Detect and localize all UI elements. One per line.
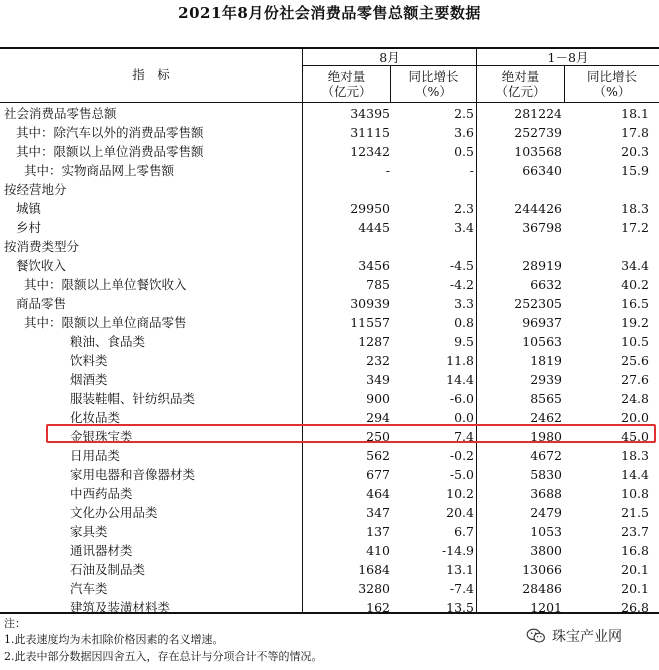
table-row xyxy=(0,332,659,351)
row-label: 文化办公用品类 xyxy=(70,505,158,520)
row-label: 社会消费品零售总额 xyxy=(4,106,117,121)
cell-aug-yoy: 13.1 xyxy=(446,562,474,577)
cell-aug-yoy: 11.8 xyxy=(446,353,474,368)
table-row xyxy=(0,484,659,503)
cell-ytd-abs: 66340 xyxy=(522,163,562,178)
cell-ytd-abs: 2462 xyxy=(530,410,562,425)
cell-aug-abs: 4445 xyxy=(358,220,390,235)
cell-ytd-abs: 4672 xyxy=(530,448,562,463)
cell-aug-abs: 1287 xyxy=(358,334,390,349)
cell-aug-abs: 30939 xyxy=(350,296,390,311)
cell-ytd-abs: 28486 xyxy=(522,581,562,596)
cell-aug-abs: 12342 xyxy=(350,144,390,159)
cell-ytd-yoy: 40.2 xyxy=(621,277,649,292)
header-aug-yoy-label: 同比增长 xyxy=(408,69,459,84)
cell-ytd-yoy: 15.9 xyxy=(621,163,649,178)
cell-aug-abs: 1684 xyxy=(358,562,390,577)
cell-ytd-yoy: 21.5 xyxy=(621,505,649,520)
cell-aug-yoy: -4.5 xyxy=(449,258,474,273)
row-label: 汽车类 xyxy=(70,581,108,596)
cell-ytd-abs: 6632 xyxy=(530,277,562,292)
header-ytd-yoy xyxy=(565,69,659,99)
cell-aug-yoy: 7.4 xyxy=(454,429,474,444)
group-divider xyxy=(303,65,659,66)
header-aug-yoy-unit: （%） xyxy=(415,84,452,99)
table-row xyxy=(0,560,659,579)
cell-ytd-yoy: 18.3 xyxy=(621,201,649,216)
cell-aug-abs: 562 xyxy=(366,448,390,463)
cell-ytd-yoy: 20.1 xyxy=(621,562,649,577)
highlight-box xyxy=(46,424,656,443)
cell-ytd-abs: 281224 xyxy=(514,106,562,121)
row-label: 其中：限额以上单位餐饮收入 xyxy=(24,277,187,292)
cell-aug-yoy: 0.5 xyxy=(454,144,474,159)
cell-aug-yoy: -7.4 xyxy=(449,581,474,596)
row-label: 中西药品类 xyxy=(70,486,133,501)
cell-aug-abs: 29950 xyxy=(350,201,390,216)
cell-ytd-abs: 2939 xyxy=(530,372,562,387)
table-row xyxy=(0,237,659,256)
cell-ytd-abs: 1819 xyxy=(530,353,562,368)
cell-aug-yoy: -5.0 xyxy=(449,467,474,482)
row-label: 商品零售 xyxy=(16,296,67,311)
table-row xyxy=(0,218,659,237)
cell-ytd-abs: 3800 xyxy=(530,543,562,558)
cell-ytd-yoy: 19.2 xyxy=(621,315,649,330)
note-1: 1.此表速度均为未扣除价格因素的名义增速。 xyxy=(4,633,224,646)
table-row xyxy=(0,313,659,332)
cell-aug-yoy: - xyxy=(469,163,474,178)
cell-ytd-abs: 3688 xyxy=(530,486,562,501)
header-group-ytd: 1－8月 xyxy=(547,50,589,65)
header-ytd-yoy-unit: （%） xyxy=(593,84,631,99)
cell-aug-yoy: 3.4 xyxy=(454,220,474,235)
cell-ytd-abs: 2479 xyxy=(530,505,562,520)
cell-aug-abs: 34395 xyxy=(350,106,390,121)
cell-aug-yoy: 2.5 xyxy=(454,106,474,121)
table-row xyxy=(0,180,659,199)
table-row xyxy=(0,142,659,161)
cell-aug-yoy: 20.4 xyxy=(446,505,474,520)
cell-aug-abs: 232 xyxy=(366,353,390,368)
cell-ytd-yoy: 10.8 xyxy=(621,486,649,501)
cell-ytd-abs: 96937 xyxy=(522,315,562,330)
row-label: 烟酒类 xyxy=(70,372,108,387)
table-row xyxy=(0,579,659,598)
header-aug-abs-unit: （亿元） xyxy=(321,84,372,99)
row-label: 其中：限额以上单位商品零售 xyxy=(24,315,187,330)
row-label: 其中：实物商品网上零售额 xyxy=(24,163,175,178)
row-label: 按经营地分 xyxy=(4,182,67,197)
table-row xyxy=(0,465,659,484)
table-row xyxy=(0,294,659,313)
table-row xyxy=(0,389,659,408)
row-label: 金银珠宝类 xyxy=(70,429,133,444)
cell-aug-abs: 31115 xyxy=(350,125,390,140)
row-label: 服装鞋帽、针纺织品类 xyxy=(70,391,196,406)
table-row xyxy=(0,503,659,522)
cell-aug-abs: 349 xyxy=(366,372,390,387)
header-group-aug: 8月 xyxy=(379,50,400,65)
header-ytd-abs-unit: （亿元） xyxy=(495,84,546,99)
cell-aug-yoy: 13.5 xyxy=(446,600,474,615)
header-aug-abs-label: 绝对量 xyxy=(327,69,366,84)
cell-ytd-abs: 1201 xyxy=(530,600,562,615)
cell-ytd-abs: 252305 xyxy=(514,296,562,311)
row-label: 饮料类 xyxy=(70,353,108,368)
table-row xyxy=(0,104,659,123)
row-label: 其中：除汽车以外的消费品零售额 xyxy=(16,125,204,140)
cell-aug-abs: 347 xyxy=(366,505,390,520)
table-row xyxy=(0,199,659,218)
cell-ytd-yoy: 10.5 xyxy=(621,334,649,349)
row-label: 按消费类型分 xyxy=(4,239,80,254)
cell-ytd-abs: 36798 xyxy=(522,220,562,235)
header-ytd-yoy-label: 同比增长 xyxy=(586,69,637,84)
cell-ytd-yoy: 24.8 xyxy=(621,391,649,406)
cell-aug-abs: 162 xyxy=(366,600,390,615)
table-row xyxy=(0,256,659,275)
cell-ytd-yoy: 18.1 xyxy=(621,106,649,121)
cell-aug-abs: 3280 xyxy=(358,581,390,596)
notes-label: 注： xyxy=(4,617,26,630)
cell-ytd-yoy: 16.5 xyxy=(621,296,649,311)
cell-ytd-yoy: 27.6 xyxy=(621,372,649,387)
cell-ytd-yoy: 17.2 xyxy=(621,220,649,235)
row-label: 石油及制品类 xyxy=(70,562,146,577)
row-label: 乡村 xyxy=(16,220,42,235)
table-top-border xyxy=(0,47,659,49)
cell-ytd-yoy: 18.3 xyxy=(621,448,649,463)
table-row xyxy=(0,541,659,560)
cell-aug-yoy: 0.0 xyxy=(454,410,474,425)
cell-aug-yoy: 10.2 xyxy=(446,486,474,501)
row-label: 通讯器材类 xyxy=(70,543,133,558)
row-label: 家用电器和音像器材类 xyxy=(70,467,196,482)
cell-ytd-yoy: 34.4 xyxy=(621,258,649,273)
note-2: 2.此表中部分数据因四舍五入，存在总计与分项合计不等的情况。 xyxy=(4,650,323,663)
header-indicator: 指 标 xyxy=(132,67,170,82)
row-label: 家具类 xyxy=(70,524,108,539)
header-ytd-abs-label: 绝对量 xyxy=(501,69,540,84)
row-label: 粮油、食品类 xyxy=(70,334,146,349)
cell-aug-yoy: 0.8 xyxy=(454,315,474,330)
cell-ytd-abs: 28919 xyxy=(522,258,562,273)
row-label: 城镇 xyxy=(16,201,42,216)
cell-ytd-yoy: 17.8 xyxy=(621,125,649,140)
row-label: 建筑及装潢材料类 xyxy=(70,600,171,615)
page-title: 2021年8月份社会消费品零售总额主要数据 xyxy=(178,4,481,22)
cell-aug-abs: 3456 xyxy=(358,258,390,273)
cell-ytd-abs: 103568 xyxy=(514,144,562,159)
header-aug-yoy xyxy=(391,69,476,99)
cell-aug-yoy: 2.3 xyxy=(454,201,474,216)
cell-ytd-abs: 252739 xyxy=(514,125,562,140)
cell-ytd-abs: 1053 xyxy=(530,524,562,539)
cell-aug-abs: 677 xyxy=(366,467,390,482)
cell-ytd-abs: 8565 xyxy=(530,391,562,406)
header-bottom-border xyxy=(0,102,659,103)
cell-ytd-abs: 13066 xyxy=(522,562,562,577)
header-ytd-abs xyxy=(477,69,564,99)
cell-aug-abs: 11557 xyxy=(350,315,390,330)
cell-aug-abs: 294 xyxy=(366,410,390,425)
cell-ytd-yoy: 45.0 xyxy=(621,429,649,444)
cell-ytd-yoy: 20.1 xyxy=(621,581,649,596)
cell-aug-abs: - xyxy=(385,163,390,178)
cell-ytd-abs: 1980 xyxy=(530,429,562,444)
cell-ytd-yoy: 25.6 xyxy=(621,353,649,368)
table-row xyxy=(0,351,659,370)
cell-aug-yoy: 6.7 xyxy=(454,524,474,539)
cell-ytd-yoy: 20.0 xyxy=(621,410,649,425)
table-row xyxy=(0,522,659,541)
cell-aug-yoy: 3.6 xyxy=(454,125,474,140)
cell-aug-abs: 250 xyxy=(366,429,390,444)
cell-aug-yoy: -14.9 xyxy=(441,543,474,558)
table-row xyxy=(0,123,659,142)
cell-aug-yoy: -0.2 xyxy=(449,448,474,463)
cell-aug-yoy: 9.5 xyxy=(454,334,474,349)
row-label: 其中：限额以上单位消费品零售额 xyxy=(16,144,204,159)
table-row xyxy=(0,275,659,294)
table-row xyxy=(0,161,659,180)
watermark-text: 珠宝产业网 xyxy=(552,629,622,645)
cell-aug-abs: 464 xyxy=(366,486,390,501)
watermark xyxy=(526,626,622,646)
cell-ytd-yoy: 16.8 xyxy=(621,543,649,558)
cell-ytd-yoy: 14.4 xyxy=(621,467,649,482)
cell-aug-abs: 900 xyxy=(366,391,390,406)
cell-ytd-abs: 5830 xyxy=(530,467,562,482)
header-aug-abs xyxy=(303,69,390,99)
cell-ytd-yoy: 20.3 xyxy=(621,144,649,159)
cell-ytd-abs: 10563 xyxy=(522,334,562,349)
wechat-icon xyxy=(526,628,546,644)
cell-ytd-abs: 244426 xyxy=(514,201,562,216)
cell-aug-yoy: -4.2 xyxy=(449,277,474,292)
row-label: 日用品类 xyxy=(70,448,121,463)
cell-aug-abs: 137 xyxy=(366,524,390,539)
table-row xyxy=(0,446,659,465)
cell-ytd-yoy: 26.8 xyxy=(621,600,649,615)
cell-aug-yoy: -6.0 xyxy=(449,391,474,406)
table-row xyxy=(0,370,659,389)
row-label: 餐饮收入 xyxy=(16,258,67,273)
cell-aug-abs: 785 xyxy=(366,277,390,292)
table-row xyxy=(0,598,659,617)
cell-aug-yoy: 14.4 xyxy=(446,372,474,387)
cell-ytd-yoy: 23.7 xyxy=(621,524,649,539)
cell-aug-abs: 410 xyxy=(366,543,390,558)
row-label: 化妆品类 xyxy=(70,410,121,425)
cell-aug-yoy: 3.3 xyxy=(454,296,474,311)
